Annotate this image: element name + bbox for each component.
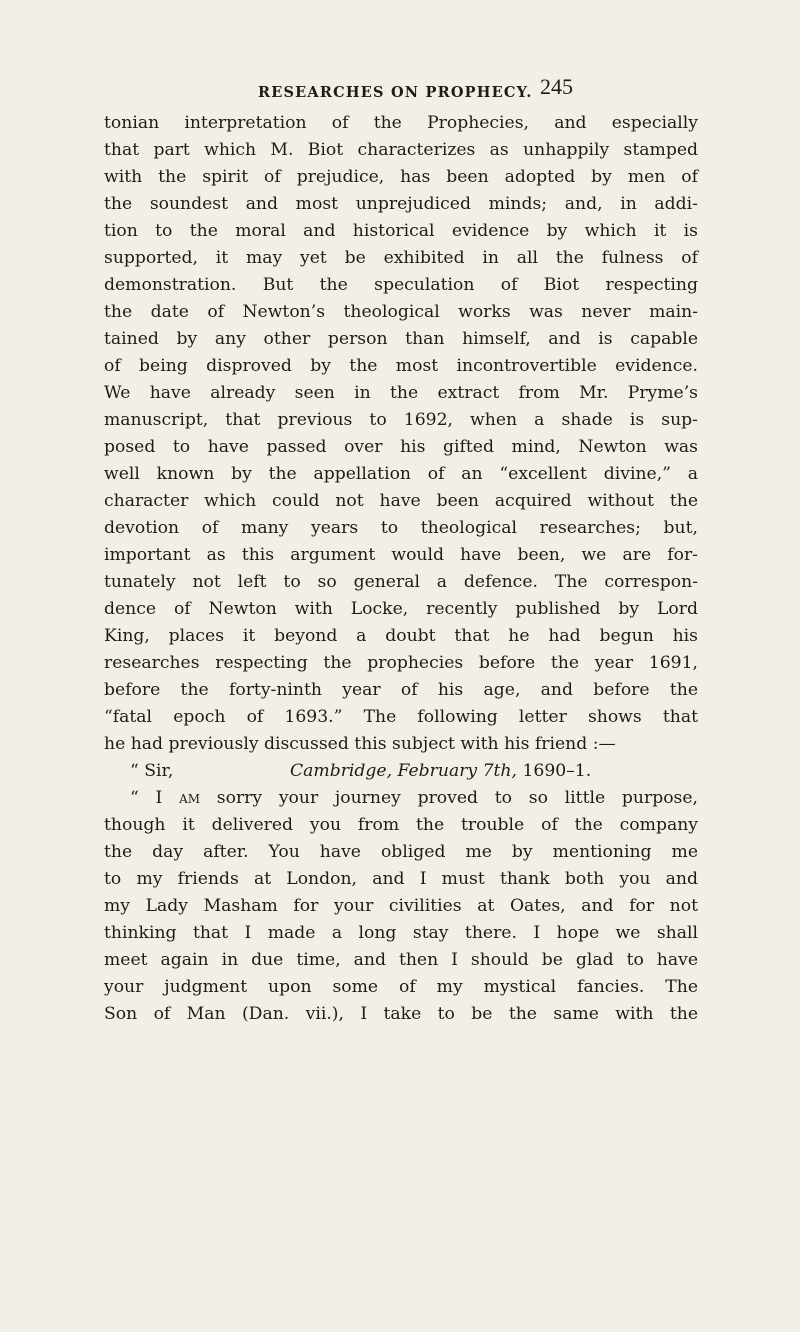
letter-first-line-text: sorry your journey proved to so little purpose, [200, 788, 698, 808]
text-line: well known by the appellation of an “excellent divine,” a [104, 464, 698, 484]
letter-opening: “ I am [130, 788, 201, 808]
text-line: researches respecting the prophecies before the year 1691, [104, 653, 698, 673]
text-line: posed to have passed over his gifted mind, Newton was [104, 437, 698, 457]
letter-line: Son of Man (Dan. vii.), I take to be the same with the [104, 1004, 698, 1024]
text-line: the soundest and most unprejudiced minds; and, in addi- [104, 194, 698, 214]
text-line: We have already seen in the extract from Mr. Pryme’s [104, 383, 698, 403]
text-line: tained by any other person than himself, and is capable [104, 329, 698, 349]
letter-dateline [104, 758, 698, 785]
letter-line: though it delivered you from the trouble of the company [104, 815, 698, 835]
text-line: tunately not left to so general a defence. The correspon- [104, 572, 698, 592]
text-line: supported, it may yet be exhibited in all the fulness of [104, 248, 698, 268]
letter-year: 1690–1. [522, 761, 592, 781]
letter-line: my Lady Masham for your civilities at Oates, and for not [104, 896, 698, 916]
text-line: that part which M. Biot characterizes as unhappily stamped [104, 140, 698, 160]
page-number: 245 [540, 74, 573, 99]
letter-line: to my friends at London, and I must thank both you and [104, 869, 698, 889]
text-line: he had previously discussed this subject with his friend :— [104, 734, 616, 754]
letter-paragraph [104, 785, 698, 1028]
text-line: tion to the moral and historical evidence by which it is [104, 221, 698, 241]
text-line: dence of Newton with Locke, recently published by Lord [104, 599, 698, 619]
text-line: important as this argument would have been, we are for- [104, 545, 698, 565]
text-line: manuscript, that previous to 1692, when a shade is sup- [104, 410, 698, 430]
text-line: “fatal epoch of 1693.” The following letter shows that [104, 707, 698, 727]
text-line: King, places it beyond a doubt that he had begun his [104, 626, 698, 646]
running-head: RESEARCHES ON PROPHECY. [258, 84, 533, 101]
letter-line: the day after. You have obliged me by mentioning me [104, 842, 698, 862]
letter-line: your judgment upon some of my mystical fancies. The [104, 977, 698, 997]
text-line: tonian interpretation of the Prophecies, and especially [104, 113, 698, 133]
body-text [104, 110, 698, 1028]
text-line: the date of Newton’s theological works was never main- [104, 302, 698, 322]
letter-salutation: “ Sir, [130, 761, 174, 781]
text-line: demonstration. But the speculation of Biot respecting [104, 275, 698, 295]
letter-first-line [104, 785, 698, 812]
text-line: before the forty-ninth year of his age, and before the [104, 680, 698, 700]
text-line: character which could not have been acquired without the [104, 491, 698, 511]
text-line: with the spirit of prejudice, has been adopted by men of [104, 167, 698, 187]
letter-line: meet again in due time, and then I should be glad to have [104, 950, 698, 970]
letter-line: thinking that I made a long stay there. I hope we shall [104, 923, 698, 943]
text-line: devotion of many years to theological researches; but, [104, 518, 698, 538]
letter-date: Cambridge, February 7th, [290, 761, 517, 781]
main-paragraph [104, 110, 698, 758]
text-line: of being disproved by the most incontrovertible evidence. [104, 356, 698, 376]
